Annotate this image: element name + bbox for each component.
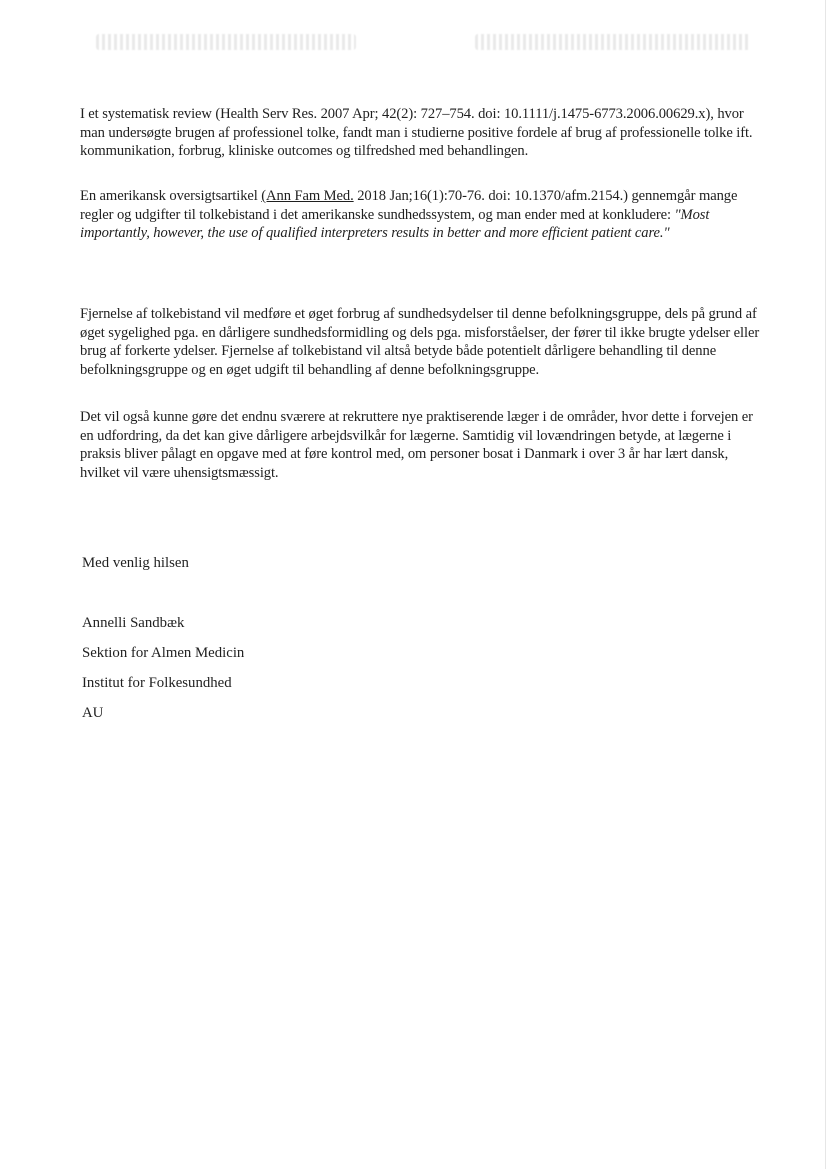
page-edge: [825, 0, 826, 1169]
signatory-institute: Institut for Folkesundhed: [82, 675, 232, 691]
quoted-conclusion: "Most importantly, however, the use of qualified interpreters results in better and more efficient patient care.": [80, 206, 710, 242]
paragraph-text-body: 2018 Jan;16(1):70-76. doi: 10.1370/afm.2154.) gennemgår mange regler og udgifter til tolkebistand i det amerikanske sundhedssystem, og man ender med at konkludere:: [80, 188, 738, 223]
journal-reference-link[interactable]: (Ann Fam Med.: [261, 188, 354, 204]
paragraph-text: Fjernelse af tolkebistand vil medføre et øget forbrug af sundhedsydelser til denne befolkningsgruppe, dels på grund af øget sygelighed pga. en dårligere sundhedsformidling og dels pga. misforståelser, der fører til ikke brugte ydelser eller brug af forkerte ydelser. Fjernelse af tolkebistand vil altså betyde både potentielt dårligere behandling til denne befolkningsgruppe og en øget udgift til behandling af denne befolkningsgruppe.: [80, 306, 760, 378]
paragraph-recruitment: [80, 408, 760, 482]
signatory-name: Annelli Sandbæk: [82, 615, 185, 631]
signatory-section: Sektion for Almen Medicin: [82, 645, 245, 661]
paragraph-systematic-review: [80, 105, 760, 161]
closing-greeting: Med venlig hilsen: [82, 555, 189, 571]
bleed-through-header-right: [475, 34, 750, 50]
paragraph-text: Det vil også kunne gøre det endnu sværere at rekruttere nye praktiserende læger i de områder, hvor dette i forvejen er en udfordring, da det kan give dårligere arbejdsvilkår for lægerne. Samtidig vil lovændringen betyde, at lægerne i praksis bliver pålagt en opgave med at føre kontrol med, om personer bosat i Danmark i over 3 år har lært dansk, hvilket vil være uhensigtsmæssigt.: [80, 409, 753, 481]
paragraph-removal-consequences: [80, 305, 760, 379]
paragraph-american-article: [80, 187, 760, 243]
paragraph-text-lead: En amerikansk oversigtsartikel: [80, 188, 262, 204]
bleed-through-header-left: [96, 34, 356, 50]
paragraph-text: [80, 187, 760, 243]
signatory-organization: AU: [82, 705, 104, 721]
paragraph-text: I et systematisk review (Health Serv Res. 2007 Apr; 42(2): 727–754. doi: 10.1111/j.1475-6773.2006.00629.x), hvor man undersøgte brugen af professionel tolke, fandt man i studierne positive fordele af brug af professionelle tolke ift. kommunikation, forbrug, kliniske outcomes og tilfredshed med behandlingen.: [80, 106, 753, 160]
